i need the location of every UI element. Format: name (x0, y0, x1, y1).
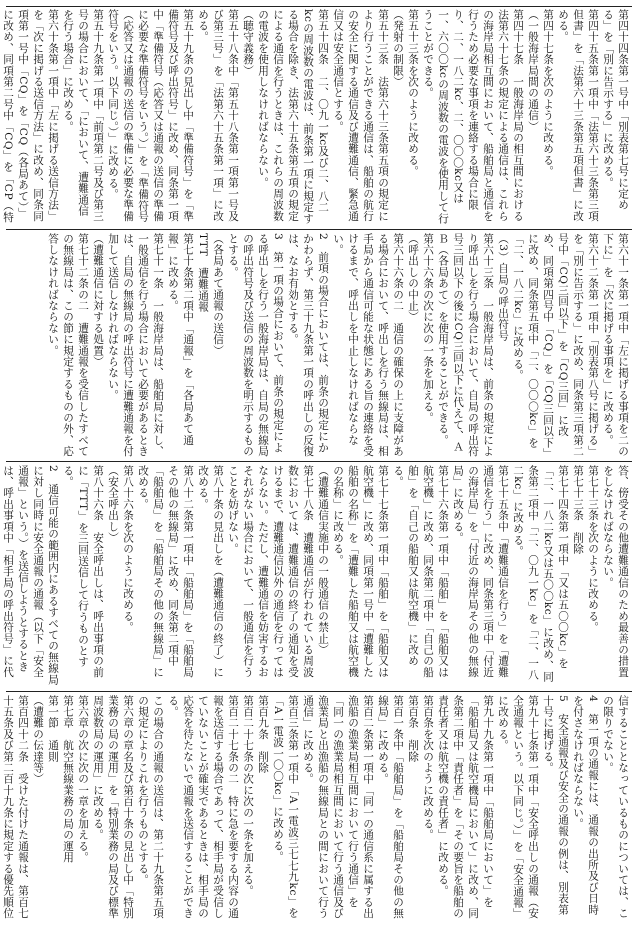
text-line: （聴守義務） (242, 9, 254, 77)
text-line: 第八十六条 安全呼出しは、呼出事項の前に「TTT」を三回送信して行うものとする。 (62, 465, 104, 678)
text-line: 第七十六条第一項中「船舶」を「船舶又は航空機」に改め、同条第二項中「自己の船舶」を「自己の船舶又は航空機」に改める。 (392, 465, 449, 678)
text-line: 第百二十七条の次に次の一条を加える。 (242, 695, 254, 897)
text-line: 第四十五条第一項中「法第六十三条第三項但書」を「法第六十三条第五項但書」に改める。 (557, 9, 599, 222)
text-line: 第四十七条 一般海岸局の相互間における法第六十七条の規定による通信は、これらの海岸局相互間において、船舶局と通信を行うため必要な事項を連絡する場合に限り、二、一八二kc、二、〇〇〇kc又は一、六〇〇kcの周波数の電波を使用して行うことができる。 (422, 9, 524, 225)
text-line: 第七十七条第一項中「船舶」を「船舶又は航空機」に改め、同項第一号中「遭難した船舶の名称」を「遭難した船舶又は航空機の名称」に改める。 (332, 465, 389, 678)
text-line: 第五十三条 法第六十三条第五項の規定により行うことができる通信は、船舶の航行の安全に関する通信及び遭難通信、緊急通信又は安全通信とする。 (332, 9, 389, 222)
text-band-2 (6, 230, 632, 462)
text-line: 第六章の次に次の一章を加える。 (77, 695, 89, 863)
text-line: （発射の制限） (392, 9, 404, 88)
text-line: 第七十四条第一項中「又は五〇〇kc」を「二、一八二kc又は五〇〇kc」に改め、同条第二項中「二、〇九一kc」を「二、一八二kc」に改める。 (512, 465, 569, 683)
text-line: 5 安全通報及び安全の通報の例は、別表第十号に掲げる。 (542, 695, 569, 916)
text-line: 第五十九条の見出し中「準備符号」を「準備符号及び呼出符号」に改め、同条第一項中「準備符号（応答又は通報の送信の準備に必要な準備符号をいう。）」を「準備符号（応答又は通報の送信の準備に必要な準備符号をいう。以下同じ。）」に改める。 (107, 9, 194, 223)
text-line: 第四十七条を次のように改める。 (542, 9, 554, 177)
text-band-4 (2, 692, 632, 923)
text-line: 2 通信可能の範囲内にあるすべての無線局に対し同時に安全通報の通報（以下「安全通報」という。）を送信しようとするときは、呼出事項中「相手局の呼出符号」に代 (2, 465, 59, 686)
text-line: （一般海岸局間の通信） (527, 9, 539, 133)
text-line: （遭難通信実施中の一般通信の禁止） (317, 465, 329, 656)
text-line: 3 第一項の場合において、前条の規定による呼出しを行う一般海岸局は、自局の無線局の呼出符号及び送信の周波数を明示するものとする。 (227, 233, 284, 457)
text-line: 第四十四条第一号中「別表第七号に定める」を「別に告示する」に改める。 (602, 9, 629, 211)
text-line: 第百条 削除 (407, 695, 419, 763)
text-line: TTT 遭難通報 (197, 233, 209, 313)
text-line: 第八十条の見出しを（遭難通信の終了）に改める。 (197, 465, 224, 678)
vertical-text-block (2, 695, 630, 920)
text-line: 第六章の章名及び第百十条の見出し中「特別業務の局の運用」を「特別業務の局及び標準周波数局の運用」に改める。 (92, 695, 134, 919)
text-line: 第七十五条中「遭難通信を行う」を「遭難通信を行う」に改め、同条第三項中「付近の海岸局」を「付近の海岸局その他の無線局」に改める。 (452, 465, 509, 678)
text-line: 第六十一条第一項中「左に掲げる事項を二の下に」を「次に掲げる事項を」に改める。 (602, 233, 629, 457)
text-line: 第六十条第一項中「左に掲げる送信方法」を「次に掲げる送信方法」に改め、同条同項第一号中「CQ」を「CQ（各局あて）」に改め、同項第二号中「CQ」を「CP（特 (2, 9, 59, 223)
text-line: 第百三条第一項中「A一電波三七七九kc」を「A一電波一〇〇kc」に改める。 (272, 695, 299, 919)
text-line: （3）自局の呼出符号 (497, 233, 509, 342)
text-line: この場合の通報の送信は、第二十九条第五項の規定によりこれを行うものとする。 (137, 695, 164, 919)
text-line: 第七十三条を次のように改める。 (587, 465, 599, 633)
text-line: 第七十条第二項中「通報」を「各局あて通報」に改める。 (167, 233, 194, 446)
text-line: （安全呼出し） (107, 465, 119, 544)
text-line: 第五十八条中「第五十八条第一項第一号及び第三号」を「法第六十五条第一項」に改める。 (197, 9, 239, 222)
text-line: 答、傍受その他遭難通信のため最善の措置をしなければならない。 (602, 465, 629, 678)
text-line: 4 第一項の通報には、通報の出所及び日時を付さなければならない。 (572, 695, 599, 916)
text-line: 第六十六条の次に次の一条を加える。 (422, 233, 434, 424)
text-line: 第六十六条の二 通信の確保の上に支障がある場合において、呼出しを行う無線局は、相手局から通信可能な状態にある旨の連絡を受けるまで、呼出しを中止しなければならない。 (332, 233, 404, 457)
vertical-text-block (2, 465, 630, 688)
text-line: 第九十七条第一項中「安全呼出しの通報（安全通報という。以下同じ。）」を「安全通報」に改める。 (497, 695, 539, 920)
text-line: 第六十二条第一項中「別表第八号に掲げる」を「別に告示する」に改め、同条第三項第二号中「CQ三回以下」を「CQ三回」に改め、同項第四号中「CQ」を「CQ三回以下」に改め、同条第五項中「二、〇〇〇kc」を「二、一八二kc」に改める。 (512, 233, 599, 457)
text-line: 第九十九条第一項中「船舶局において」を「船舶局又は航空機局において」に改め、同条第二項中「責任者」を「その要旨を船舶の責任者又は航空機の責任者」に改める。 (437, 695, 494, 919)
text-line: （呼出しの中止） (407, 233, 419, 323)
text-line: （各局あて通報の送信） (212, 233, 224, 357)
text-line: 第七十八条 遭難通信が行われている周波数においては、遭難通信の終了の通知を受けるまで、遭難通信以外の通信を行ってはならない。ただし、遭難通信を妨害するおそれがない場合において、一般通信を行うことを妨げない。 (227, 465, 314, 678)
text-band-1 (2, 6, 632, 230)
text-line: 第七十三条 削除 (572, 465, 584, 555)
text-line: 第五十九条第一項中「前項第二号及び第三号の場合において、「において、遭難通信を行う場合」に改める。 (62, 9, 104, 222)
vertical-text-block (2, 9, 630, 226)
text-line: 第百二条第一項中「同一の通信系に属する出漁船の漁業局相互間において行う通信」を「同一の漁業局相互間において行う通信及び漁業局と出漁船の無線局との間において行う通信」に改める。 (302, 695, 374, 919)
text-line: 第百四十二条 受けた付けた通報は、第百七十五条及び第二百十九条に規定する優先順位 (2, 695, 29, 919)
text-line: 第五十三条を次のように改める。 (407, 9, 419, 177)
text-line: 信することとなっているものについては、この限りでない。 (602, 695, 629, 919)
text-line: 第百二十七条の二 特に急を要する内容の通報を送信する場合であって、相手局が受信していないことが確実であるときは、相手局の応答を待たないで通報を送信することができる。 (167, 695, 239, 919)
text-line: 第八十六条を次のように改める。 (122, 465, 134, 633)
text-line: 2 前項の場合においては、前条の規定にかかわらず、第三十九条第一項の呼出しの反復は、なお有効とする。 (287, 233, 329, 457)
text-line: （遭難通信に対する処置） (92, 233, 104, 368)
vertical-text-block (45, 233, 630, 458)
text-line: 第六十三条 一般海岸局は、前条の規定により呼出しを行う場合において、自局の呼出符号三回以下の後にCQ三回以下に代えて、ＡＢ（各局あて）を使用することができる。 (437, 233, 494, 457)
text-line: （遭難の伝達等） (32, 695, 44, 785)
text-line: 第七十二条の二 遭難通報を受信したすべての無線局は、この節に規定するものの外、応答しなければならない。 (47, 233, 89, 457)
text-line: 第百条を次のように改める。 (422, 695, 434, 841)
text-line: 第五十四条 二、〇九一kc及び二、八二kcの周波数の電波は、前条第一項に規定する場合を除き、法第六十五条第五項の規定による通信を行うときは、これらの周波数の電波を使用しなければならない。 (257, 9, 329, 225)
text-line: 第百九条 削除 (257, 695, 269, 774)
text-line: 第八十二条第一項中「船舶局」を「船舶局その他の無線局」に改め、同条第二項中「船舶局」を「船舶局その他の無線局」に改める。 (137, 465, 194, 678)
text-line: 第一節 通則 (47, 695, 59, 763)
text-line: 第百一条中「船舶局」を「船舶局その他の無線局」に改める。 (377, 695, 404, 919)
text-line: 第七章 航空無線業務の局の運用 (62, 695, 74, 863)
text-band-3 (2, 462, 632, 692)
text-line: 第七十一条 一般海岸局は、船舶局に対し、一般通信を行う場合において必要があるときは、自局の無線局の呼出符号に遭難通報を付加して送信しなければならない。 (107, 233, 164, 457)
